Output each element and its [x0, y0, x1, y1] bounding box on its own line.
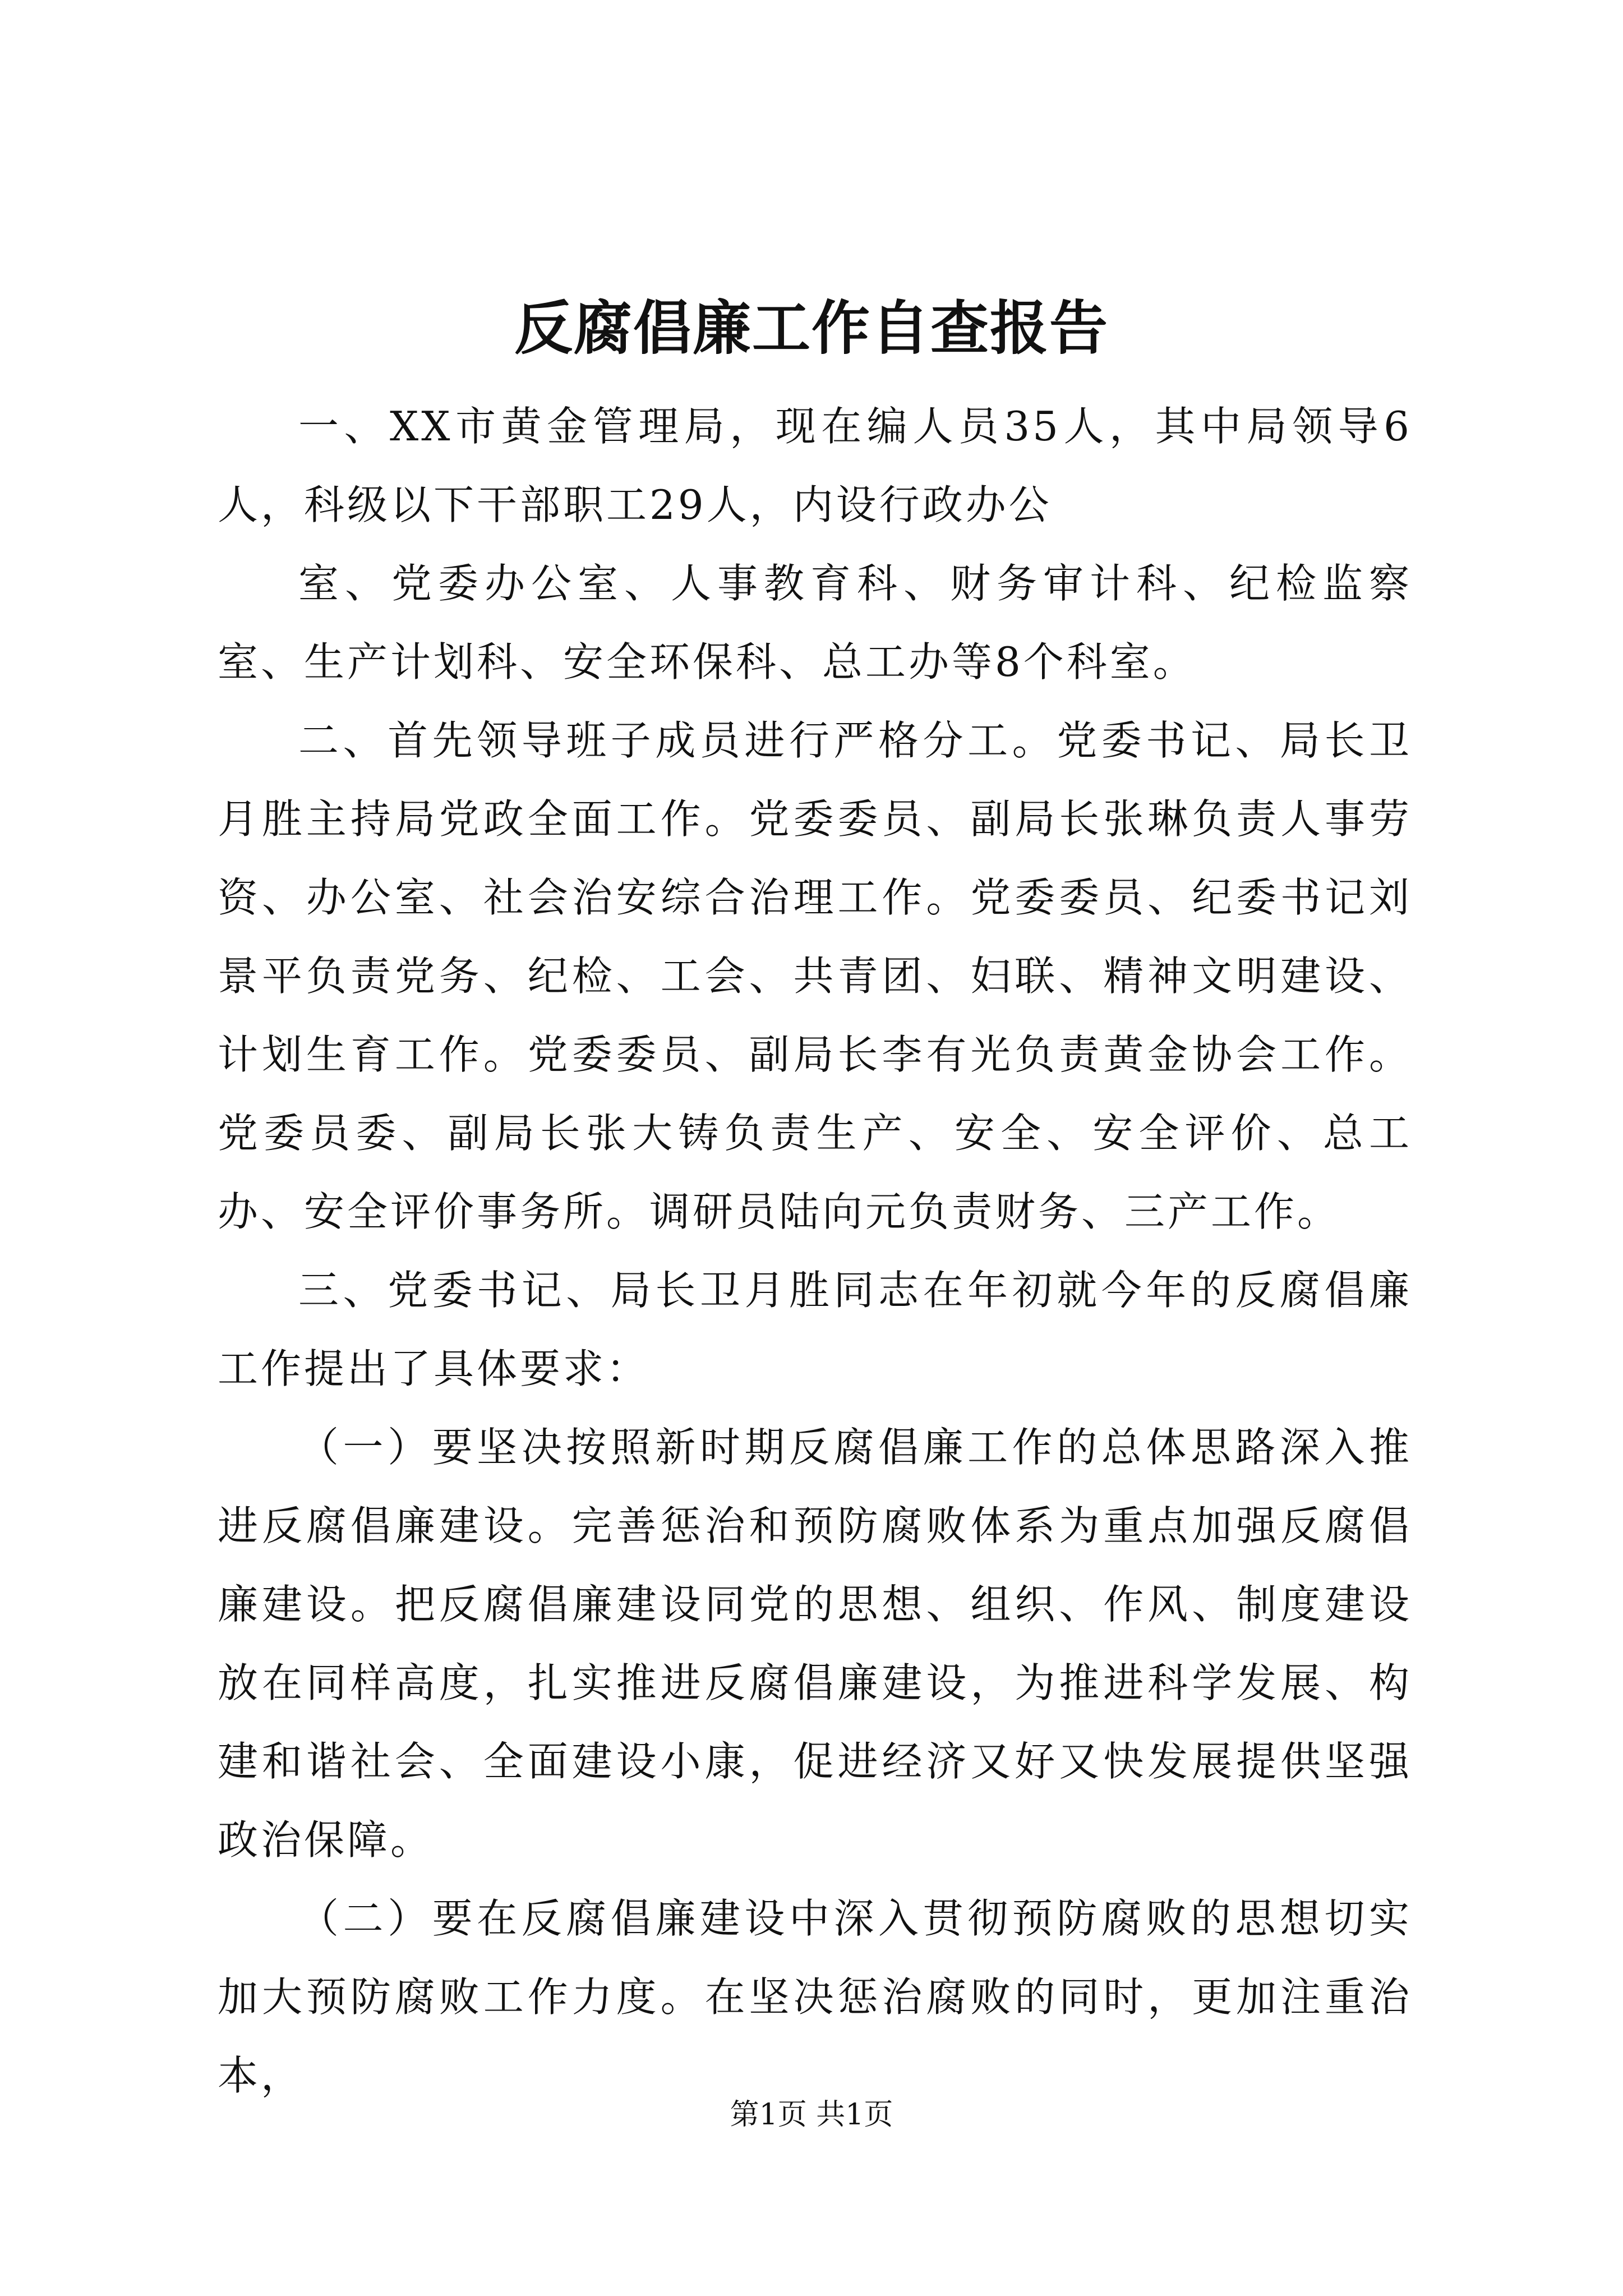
paragraph-4: 三、党委书记、局长卫月胜同志在年初就今年的反腐倡廉工作提出了具体要求： [218, 1267, 1412, 1392]
paragraph-2: 室、党委办公室、人事教育科、财务审计科、纪检监察室、生产计划科、安全环保科、总工办等8个科室。 [218, 560, 1412, 685]
document-title: 反腐倡廉工作自查报告 [514, 293, 1109, 362]
paragraph-5: （一）要坚决按照新时期反腐倡廉工作的总体思路深入推进反腐倡廉建设。完善惩治和预防腐败体系为重点加强反腐倡廉建设。把反腐倡廉建设同党的思想、组织、作风、制度建设放在同样高度，扎实推进反腐倡廉建设，为推进科学发展、构建和谐社会、全面建设小康，促进经济又好又快发展提供坚强政治保障。 [218, 1424, 1412, 1864]
paragraph-1: 一、XX市黄金管理局，现在编人员35人，其中局领导6人，科级以下干部职工29人，内设行政办公 [218, 403, 1412, 528]
paragraph-3: 二、首先领导班子成员进行严格分工。党委书记、局长卫月胜主持局党政全面工作。党委委员、副局长张琳负责人事劳资、办公室、社会治安综合治理工作。党委委员、纪委书记刘景平负责党务、纪检、工会、共青团、妇联、精神文明建设、计划生育工作。党委委员、副局长李有光负责黄金协会工作。党委员委、副局长张大铸负责生产、安全、安全评价、总工办、安全评价事务所。调研员陆向元负责财务、三产工作。 [218, 717, 1412, 1235]
page-footer: 第1页 共1页 [730, 2098, 893, 2132]
document-body [218, 387, 1412, 2115]
paragraph-6: （二）要在反腐倡廉建设中深入贯彻预防腐败的思想切实加大预防腐败工作力度。在坚决惩治腐败的同时，更加注重治本， [218, 1895, 1412, 2099]
